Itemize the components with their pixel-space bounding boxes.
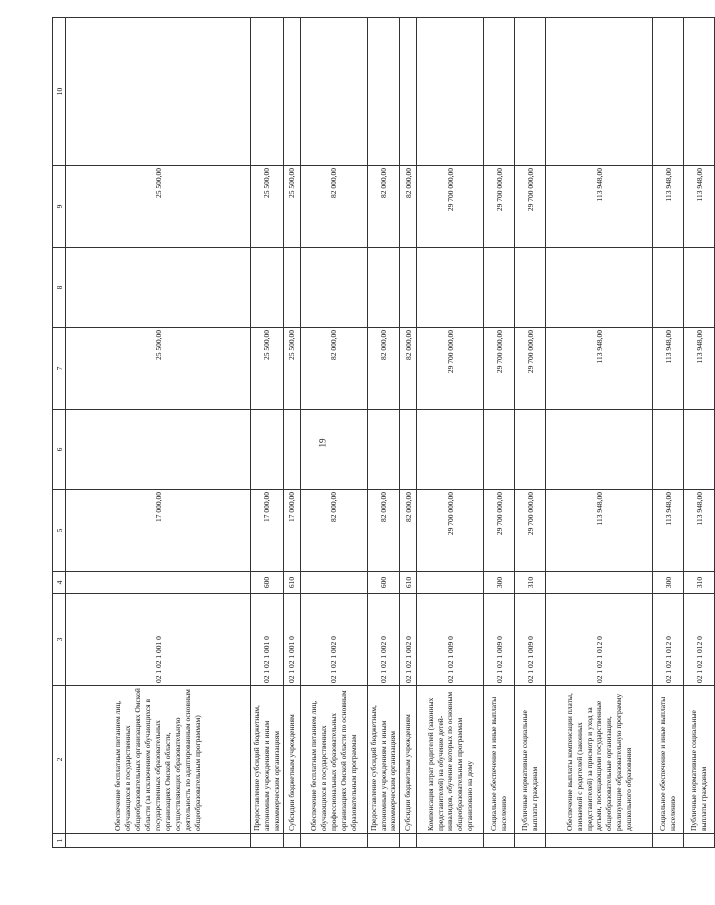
table-row bbox=[515, 18, 546, 848]
cell-expense-type: 300 bbox=[653, 572, 684, 594]
cell-code: 02 1 02 1 001 0 bbox=[66, 594, 251, 686]
cell-col-7: 82 000,00 bbox=[300, 328, 367, 410]
cell-expense-type: 300 bbox=[484, 572, 515, 594]
header-col-10: 10 bbox=[53, 18, 66, 166]
cell-col-1 bbox=[66, 834, 251, 848]
cell-col-9: 82 000,00 bbox=[300, 166, 367, 248]
table-row bbox=[417, 18, 484, 848]
header-col-3: 3 bbox=[53, 594, 66, 686]
cell-col-10 bbox=[251, 18, 284, 166]
cell-col-7: 25 500,00 bbox=[251, 328, 284, 410]
cell-col-9: 29 700 000,00 bbox=[484, 166, 515, 248]
cell-code: 02 1 02 1 012 0 bbox=[546, 594, 653, 686]
cell-code: 02 1 02 1 001 0 bbox=[251, 594, 284, 686]
header-col-4: 4 bbox=[53, 572, 66, 594]
table-row bbox=[684, 18, 715, 848]
cell-col-8 bbox=[66, 248, 251, 328]
cell-col-8 bbox=[546, 248, 653, 328]
cell-col-10 bbox=[484, 18, 515, 166]
cell-col-9: 113 948,00 bbox=[684, 166, 715, 248]
cell-col-6 bbox=[300, 410, 367, 490]
cell-col-6 bbox=[653, 410, 684, 490]
cell-col-9: 29 700 000,00 bbox=[515, 166, 546, 248]
header-row bbox=[53, 18, 66, 848]
cell-col-8 bbox=[653, 248, 684, 328]
table-row bbox=[300, 18, 367, 848]
cell-col-8 bbox=[484, 248, 515, 328]
budget-table bbox=[52, 17, 715, 848]
header-col-6: 6 bbox=[53, 410, 66, 490]
cell-code: 02 1 02 1 012 0 bbox=[684, 594, 715, 686]
header-col-7: 7 bbox=[53, 328, 66, 410]
cell-col-9: 29 700 000,00 bbox=[417, 166, 484, 248]
cell-description: Обеспечение бесплатным питанием лиц, обучающихся в государственных общеобразовательных организациях Омской области (за исключением обучающихся в государственных образовательных организациях Омской области, осуществляющих образовательную деятельность по адаптированным основным общеобразовательным программам) bbox=[66, 686, 251, 834]
cell-col-8 bbox=[684, 248, 715, 328]
header-col-8: 8 bbox=[53, 248, 66, 328]
cell-col-7: 29 700 000,00 bbox=[484, 328, 515, 410]
cell-col-8 bbox=[400, 248, 417, 328]
cell-col-7: 82 000,00 bbox=[367, 328, 400, 410]
cell-col-5: 82 000,00 bbox=[300, 490, 367, 572]
header-col-5: 5 bbox=[53, 490, 66, 572]
cell-col-7: 113 948,00 bbox=[684, 328, 715, 410]
cell-code: 02 1 02 1 002 0 bbox=[300, 594, 367, 686]
cell-col-9: 82 000,00 bbox=[400, 166, 417, 248]
header-col-2: 2 bbox=[53, 686, 66, 834]
cell-col-5: 29 700 000,00 bbox=[515, 490, 546, 572]
cell-col-9: 113 948,00 bbox=[546, 166, 653, 248]
cell-col-5: 82 000,00 bbox=[400, 490, 417, 572]
cell-col-9: 25 500,00 bbox=[283, 166, 300, 248]
header-col-9: 9 bbox=[53, 166, 66, 248]
cell-col-5: 17 000,00 bbox=[66, 490, 251, 572]
table-row bbox=[367, 18, 400, 848]
cell-col-8 bbox=[283, 248, 300, 328]
cell-col-5: 113 948,00 bbox=[546, 490, 653, 572]
cell-col-1 bbox=[251, 834, 284, 848]
cell-col-8 bbox=[515, 248, 546, 328]
cell-col-10 bbox=[417, 18, 484, 166]
cell-col-9: 82 000,00 bbox=[367, 166, 400, 248]
cell-col-1 bbox=[367, 834, 400, 848]
cell-col-5: 29 700 000,00 bbox=[484, 490, 515, 572]
cell-col-1 bbox=[283, 834, 300, 848]
cell-col-7: 25 500,00 bbox=[283, 328, 300, 410]
cell-col-1 bbox=[484, 834, 515, 848]
cell-expense-type bbox=[300, 572, 367, 594]
cell-col-7: 113 948,00 bbox=[546, 328, 653, 410]
cell-expense-type: 610 bbox=[283, 572, 300, 594]
cell-expense-type: 310 bbox=[684, 572, 715, 594]
cell-expense-type: 600 bbox=[367, 572, 400, 594]
table-row bbox=[283, 18, 300, 848]
cell-col-7: 25 500,00 bbox=[66, 328, 251, 410]
cell-description: Обеспечение бесплатным питанием лиц, обучающихся в государственных профессиональных образовательных организациях Омской области по основным образовательным программам bbox=[300, 686, 367, 834]
cell-col-10 bbox=[653, 18, 684, 166]
cell-description: Предоставление субсидий бюджетным, автономным учреждениям и иным некоммерческим организациям bbox=[367, 686, 400, 834]
cell-col-8 bbox=[367, 248, 400, 328]
cell-code: 02 1 02 1 009 0 bbox=[515, 594, 546, 686]
cell-col-10 bbox=[66, 18, 251, 166]
cell-col-6 bbox=[546, 410, 653, 490]
cell-code: 02 1 02 1 002 0 bbox=[367, 594, 400, 686]
table-row bbox=[546, 18, 653, 848]
cell-col-5: 113 948,00 bbox=[653, 490, 684, 572]
cell-col-5: 17 000,00 bbox=[251, 490, 284, 572]
table-row bbox=[66, 18, 251, 848]
cell-col-6 bbox=[400, 410, 417, 490]
cell-col-7: 113 948,00 bbox=[653, 328, 684, 410]
cell-col-6 bbox=[515, 410, 546, 490]
cell-col-5: 82 000,00 bbox=[367, 490, 400, 572]
cell-col-1 bbox=[653, 834, 684, 848]
cell-description: Социальное обеспечение и иные выплаты населению bbox=[653, 686, 684, 834]
cell-col-8 bbox=[251, 248, 284, 328]
cell-expense-type: 610 bbox=[400, 572, 417, 594]
cell-col-5: 29 700 000,00 bbox=[417, 490, 484, 572]
cell-description: Публичные нормативные социальные выплаты гражданам bbox=[515, 686, 546, 834]
cell-col-7: 29 700 000,00 bbox=[515, 328, 546, 410]
cell-col-5: 17 000,00 bbox=[283, 490, 300, 572]
cell-description: Субсидии бюджетным учреждениям bbox=[400, 686, 417, 834]
cell-col-6 bbox=[417, 410, 484, 490]
cell-expense-type: 600 bbox=[251, 572, 284, 594]
cell-code: 02 1 02 1 002 0 bbox=[400, 594, 417, 686]
table-row bbox=[400, 18, 417, 848]
cell-description: Предоставление субсидий бюджетным, автономным учреждениям и иным некоммерческим организациям bbox=[251, 686, 284, 834]
cell-description: Обеспечение выплаты компенсации платы, взимаемой с родителей (законных представителей) за присмотр и уход за детьми, посещающими государственные общеобразовательные организации, реализующие образовательную программу дошкольного образования bbox=[546, 686, 653, 834]
cell-col-10 bbox=[367, 18, 400, 166]
page-number: 19 bbox=[317, 438, 328, 448]
cell-col-10 bbox=[300, 18, 367, 166]
cell-col-10 bbox=[515, 18, 546, 166]
cell-code: 02 1 02 1 012 0 bbox=[653, 594, 684, 686]
cell-col-1 bbox=[684, 834, 715, 848]
cell-col-5: 113 948,00 bbox=[684, 490, 715, 572]
cell-description: Социальное обеспечение и иные выплаты населению bbox=[484, 686, 515, 834]
cell-col-1 bbox=[515, 834, 546, 848]
cell-col-6 bbox=[484, 410, 515, 490]
cell-col-1 bbox=[300, 834, 367, 848]
cell-col-7: 29 700 000,00 bbox=[417, 328, 484, 410]
cell-col-6 bbox=[367, 410, 400, 490]
cell-col-6 bbox=[251, 410, 284, 490]
table-row bbox=[653, 18, 684, 848]
cell-description: Публичные нормативные социальные выплаты гражданам bbox=[684, 686, 715, 834]
cell-col-10 bbox=[283, 18, 300, 166]
cell-col-1 bbox=[417, 834, 484, 848]
cell-code: 02 1 02 1 009 0 bbox=[417, 594, 484, 686]
cell-expense-type bbox=[66, 572, 251, 594]
cell-col-6 bbox=[684, 410, 715, 490]
cell-expense-type bbox=[417, 572, 484, 594]
cell-code: 02 1 02 1 009 0 bbox=[484, 594, 515, 686]
cell-col-8 bbox=[300, 248, 367, 328]
cell-col-10 bbox=[546, 18, 653, 166]
cell-col-9: 25 500,00 bbox=[66, 166, 251, 248]
cell-col-6 bbox=[283, 410, 300, 490]
cell-col-7: 82 000,00 bbox=[400, 328, 417, 410]
cell-col-8 bbox=[417, 248, 484, 328]
cell-col-10 bbox=[400, 18, 417, 166]
rotated-table-wrapper bbox=[52, 38, 709, 848]
cell-expense-type: 310 bbox=[515, 572, 546, 594]
cell-col-6 bbox=[66, 410, 251, 490]
cell-col-9: 113 948,00 bbox=[653, 166, 684, 248]
cell-col-1 bbox=[400, 834, 417, 848]
cell-col-1 bbox=[546, 834, 653, 848]
cell-expense-type bbox=[546, 572, 653, 594]
cell-description: Субсидии бюджетным учреждениям bbox=[283, 686, 300, 834]
cell-col-10 bbox=[684, 18, 715, 166]
table-row bbox=[484, 18, 515, 848]
table-row bbox=[251, 18, 284, 848]
header-col-1: 1 bbox=[53, 834, 66, 848]
cell-description: Компенсация затрат родителей (законных представителей) на обучение детей-инвалидов, обучение которых по основным общеобразовательным программам организовано на дому bbox=[417, 686, 484, 834]
cell-col-9: 25 500,00 bbox=[251, 166, 284, 248]
cell-code: 02 1 02 1 001 0 bbox=[283, 594, 300, 686]
